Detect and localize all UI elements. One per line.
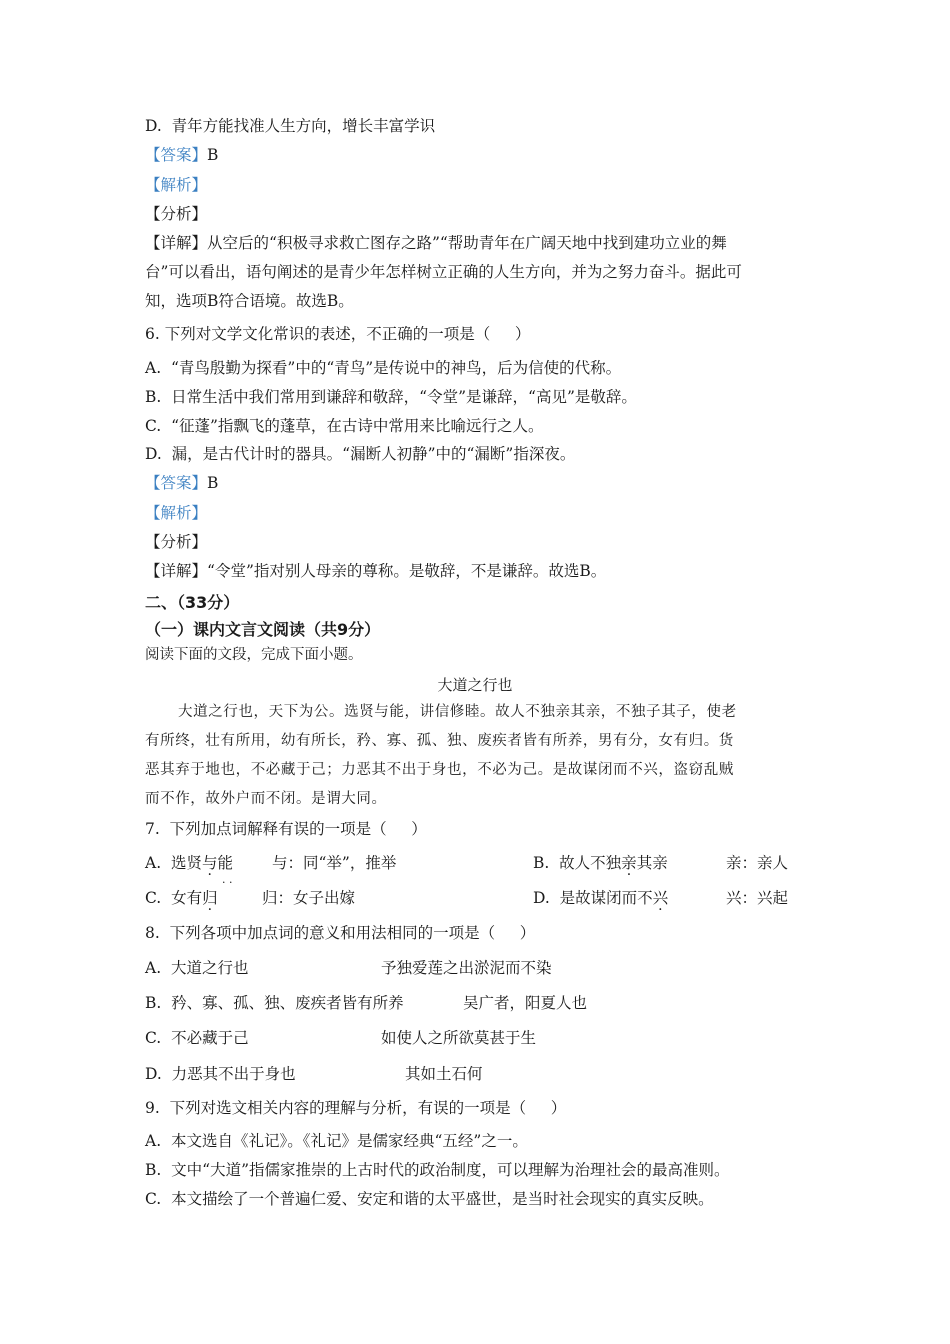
part2-subheading: （一）课内文言文阅读（共9分）	[145, 620, 381, 639]
q7-b-explanation: 亲：亲人	[726, 854, 789, 872]
q7-option-d	[533, 888, 668, 908]
answer-tag: 【答案】	[145, 146, 208, 164]
q7-c-explanation: 归：女子出嫁	[262, 889, 356, 907]
dot-mark-icon: · ·	[222, 876, 233, 889]
q8-option-b-left: B. 矜、寡、孤、独、废疾者皆有所养	[145, 994, 404, 1012]
q7-a-explanation: 与：同“举”，推举	[272, 854, 397, 872]
q8-option-d-left: D. 力恶其不出于身也	[145, 1065, 296, 1083]
passage-line-1: 大道之行也，天下为公。选贤与能，讲信修睦。故人不独亲其亲，不独子其子，使老	[178, 704, 737, 720]
q7-option-a	[145, 853, 233, 873]
q7-a-text-2: 能	[217, 854, 234, 872]
fenxi-tag: 【分析】	[145, 205, 208, 223]
q7-b-dotted: 亲	[621, 854, 637, 872]
answer-line	[145, 145, 218, 165]
q6-answer-value: B	[207, 474, 219, 492]
part2-heading: 二、（33分）	[145, 593, 240, 612]
q6-fenxi-tag: 【分析】	[145, 533, 208, 551]
q6-option-b: B. 日常生活中我们常用到谦辞和敬辞，“令堂”是谦辞，“高见”是敬辞。	[145, 388, 637, 406]
answer-value: B	[207, 146, 219, 164]
passage-line-3: 恶其弃于地也，不必藏于己；力恶其不出于身也，不必为己。是故谋闭而不兴，盗窃乱贼	[145, 762, 734, 778]
q6-xiangjie-text: “令堂”指对别人母亲的尊称。是敬辞，不是谦辞。故选B。	[207, 562, 607, 580]
q6-answer-tag: 【答案】	[145, 474, 208, 492]
q9-option-c: C. 本文描绘了一个普遍仁爱、安定和谐的太平盛世，是当时社会现实的真实反映。	[145, 1190, 714, 1208]
q7-c-text: C. 女有	[145, 889, 203, 907]
jiexi-tag: 【解析】	[145, 176, 208, 194]
q6-answer-line	[145, 473, 218, 493]
q8-option-a-right: 予独爱莲之出淤泥而不染	[381, 959, 552, 977]
q8-option-d-right: 其如土石何	[405, 1065, 483, 1083]
q7-d-text: D. 是故谋闭而不	[533, 889, 653, 907]
q7-stem: 7. 下列加点词解释有误的一项是（ ）	[145, 820, 427, 838]
q8-option-c-right: 如使人之所欲莫甚于生	[381, 1029, 537, 1047]
xiangjie-text-1: 从空后的“积极寻求救亡图存之路”“帮助青年在广阔天地中找到建功立业的舞	[207, 234, 727, 252]
reading-instruction: 阅读下面的文段，完成下面小题。	[145, 647, 363, 663]
q8-option-b-right: 吴广者，阳夏人也	[463, 994, 588, 1012]
q7-a-dotted: 与	[201, 854, 218, 872]
q6-option-c: C. “征蓬”指飘飞的蓬草，在古诗中常用来比喻远行之人。	[145, 417, 544, 435]
q9-option-b: B. 文中“大道”指儒家推崇的上古时代的政治制度，可以理解为治理社会的最高准则。	[145, 1161, 730, 1179]
q6-jiexi-tag: 【解析】	[145, 504, 208, 522]
xiangjie-line-3: 知，选项B符合语境。故选B。	[145, 292, 354, 310]
passage-title: 大道之行也	[437, 676, 513, 694]
q7-d-dotted: 兴	[652, 889, 669, 907]
q7-b-text: B. 故人不独	[533, 854, 622, 872]
q7-a-text: A. 选贤	[145, 854, 202, 872]
q7-b-text-2: 其亲	[636, 854, 668, 872]
option-d: D. 青年方能找准人生方向，增长丰富学识	[145, 117, 436, 135]
xiangjie-line-2: 台”可以看出，语句阐述的是青少年怎样树立正确的人生方向，并为之努力奋斗。据此可	[145, 263, 742, 281]
q6-xiangjie-line	[145, 561, 606, 581]
q6-stem: 6. 下列对文学文化常识的表述，不正确的一项是（ ）	[145, 325, 531, 343]
q6-option-a: A. “青鸟殷勤为探看”中的“青鸟”是传说中的神鸟，后为信使的代称。	[145, 359, 622, 377]
q9-stem: 9. 下列对选文相关内容的理解与分析，有误的一项是（ ）	[145, 1099, 567, 1117]
q7-option-b	[533, 853, 668, 873]
q8-option-c-left: C. 不必藏于己	[145, 1029, 249, 1047]
q6-xiangjie-tag: 【详解】	[145, 562, 208, 580]
q7-c-dotted: 归	[202, 889, 218, 907]
q7-option-c	[145, 888, 218, 908]
xiangjie-line-1	[145, 233, 727, 253]
q9-option-a: A. 本文选自《礼记》。《礼记》是儒家经典“五经”之一。	[145, 1132, 528, 1150]
passage-line-4: 而不作，故外户而不闭。是谓大同。	[145, 791, 387, 807]
xiangjie-tag: 【详解】	[145, 234, 208, 252]
q6-option-d: D. 漏，是古代计时的器具。“漏断人初静”中的“漏断”指深夜。	[145, 445, 576, 463]
q8-option-a-left: A. 大道之行也	[145, 959, 249, 977]
q7-d-explanation: 兴：兴起	[726, 889, 789, 907]
q8-stem: 8. 下列各项中加点词的意义和用法相同的一项是（ ）	[145, 924, 536, 942]
passage-line-2: 有所终，壮有所用，幼有所长，矜、寡、孤、独、废疾者皆有所养，男有分，女有归。货	[145, 733, 734, 749]
